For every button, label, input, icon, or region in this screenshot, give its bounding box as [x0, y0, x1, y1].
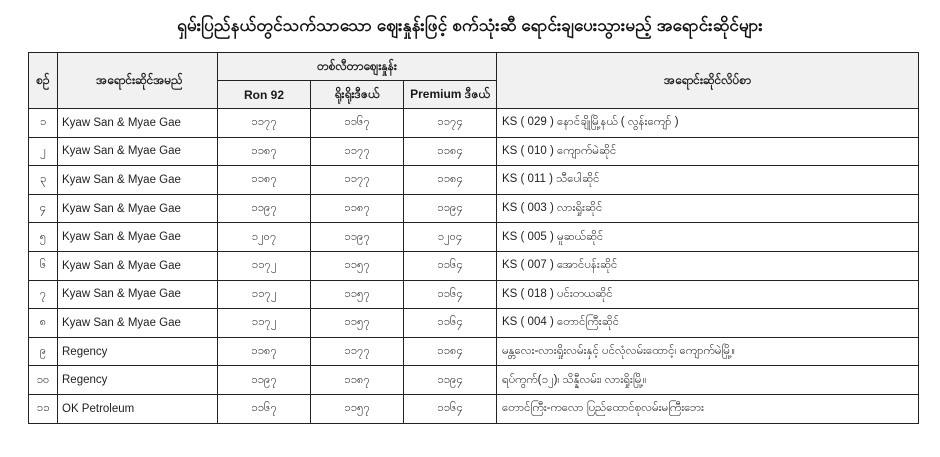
serial-cell: ၁ — [29, 109, 58, 138]
serial-cell: ၄ — [29, 194, 58, 223]
diesel-price-cell: ၁၁၆၇ — [311, 109, 404, 138]
premium-price-cell: ၁၁၆၄ — [404, 394, 497, 423]
ron92-price-cell: ၁၂၀၇ — [218, 223, 311, 252]
table-header — [29, 53, 919, 109]
address-cell: KS ( 003 ) လားရှိုးဆိုင် — [497, 194, 919, 223]
col-header-shop-name: အရောင်းဆိုင်အမည် — [58, 53, 218, 109]
table-body — [29, 109, 919, 424]
header-row-top — [29, 53, 919, 81]
diesel-price-cell: ၁၁၈၇ — [311, 194, 404, 223]
col-header-price-group: တစ်လီတာဈေးနှုန်း — [218, 53, 497, 81]
serial-cell: ၈ — [29, 309, 58, 338]
col-header-premium-diesel: Premium ဒီဇယ် — [404, 81, 497, 109]
premium-price-cell: ၁၁၆၄ — [404, 280, 497, 309]
table-row — [29, 337, 919, 366]
table-row — [29, 109, 919, 138]
shop-name-cell: Kyaw San & Myae Gae — [58, 194, 218, 223]
diesel-price-cell: ၁၁၇၇ — [311, 166, 404, 195]
premium-price-cell: ၁၁၆၄ — [404, 309, 497, 338]
shop-name-cell: Kyaw San & Myae Gae — [58, 223, 218, 252]
table-row — [29, 280, 919, 309]
ron92-price-cell: ၁၁၇၂ — [218, 309, 311, 338]
serial-cell: ၉ — [29, 337, 58, 366]
diesel-price-cell: ၁၁၉၇ — [311, 223, 404, 252]
shop-name-cell: Regency — [58, 366, 218, 395]
page-title: ရှမ်းပြည်နယ်တွင်သက်သာသော ဈေးနှုန်းဖြင့် စက်သုံးဆီ ရောင်းချပေးသွားမည့် အရောင်းဆိုင်များ — [177, 16, 763, 35]
shop-name-cell: Regency — [58, 337, 218, 366]
ron92-price-cell: ၁၁၈၇ — [218, 137, 311, 166]
serial-cell: ၁၀ — [29, 366, 58, 395]
ron92-price-cell: ၁၁၈၇ — [218, 337, 311, 366]
address-cell: KS ( 010 ) ကျောက်မဲဆိုင် — [497, 137, 919, 166]
ron92-price-cell: ၁၁၆၇ — [218, 394, 311, 423]
ron92-price-cell: ၁၁၈၇ — [218, 166, 311, 195]
table-row — [29, 223, 919, 252]
diesel-price-cell: ၁၁၅၇ — [311, 394, 404, 423]
fuel-price-table — [28, 52, 919, 424]
col-header-address: အရောင်းဆိုင်လိပ်စာ — [497, 53, 919, 109]
serial-cell: ၃ — [29, 166, 58, 195]
address-cell: KS ( 011 ) သီပေါဆိုင် — [497, 166, 919, 195]
shop-name-cell: Kyaw San & Myae Gae — [58, 166, 218, 195]
diesel-price-cell: ၁၁၅၇ — [311, 251, 404, 280]
premium-price-cell: ၁၁၈၄ — [404, 166, 497, 195]
shop-name-cell: Kyaw San & Myae Gae — [58, 309, 218, 338]
ron92-price-cell: ၁၁၉၇ — [218, 366, 311, 395]
address-cell: တောင်ကြီး-ကလော ပြည်ထောင်စုလမ်းမကြီးဘေး — [497, 394, 919, 423]
address-cell: KS ( 004 ) တောင်ကြီးဆိုင် — [497, 309, 919, 338]
col-header-regular-diesel: ရိုးရိုးဒီဇယ် — [311, 81, 404, 109]
premium-price-cell: ၁၁၆၄ — [404, 251, 497, 280]
address-cell: KS ( 005 ) မူဆယ်ဆိုင် — [497, 223, 919, 252]
diesel-price-cell: ၁၁၅၇ — [311, 309, 404, 338]
diesel-price-cell: ၁၁၅၇ — [311, 280, 404, 309]
address-cell: ရပ်ကွက်(၁၂)၊ သိန္နီလမ်း၊ လားရှိုးမြို့။ — [497, 366, 919, 395]
address-cell: KS ( 007 ) အောင်ပန်းဆိုင် — [497, 251, 919, 280]
premium-price-cell: ၁၁၈၄ — [404, 337, 497, 366]
table-row — [29, 251, 919, 280]
shop-name-cell: Kyaw San & Myae Gae — [58, 280, 218, 309]
diesel-price-cell: ၁၁၇၇ — [311, 137, 404, 166]
address-cell: KS ( 029 ) နောင်ချိုမြို့နယ် ( လွန်းကျော် ) — [497, 109, 919, 138]
premium-price-cell: ၁၁၇၄ — [404, 109, 497, 138]
shop-name-cell: Kyaw San & Myae Gae — [58, 137, 218, 166]
premium-price-cell: ၁၂၀၄ — [404, 223, 497, 252]
serial-cell: ၁၁ — [29, 394, 58, 423]
shop-name-cell: Kyaw San & Myae Gae — [58, 109, 218, 138]
table-row — [29, 366, 919, 395]
table-row — [29, 166, 919, 195]
col-header-serial: စဉ် — [29, 53, 58, 109]
ron92-price-cell: ၁၁၉၇ — [218, 194, 311, 223]
premium-price-cell: ၁၁၉၄ — [404, 366, 497, 395]
table-row — [29, 194, 919, 223]
address-cell: KS ( 018 ) ပင်းတယဆိုင် — [497, 280, 919, 309]
col-header-ron92: Ron 92 — [218, 81, 311, 109]
premium-price-cell: ၁၁၈၄ — [404, 137, 497, 166]
ron92-price-cell: ၁၁၇၂ — [218, 251, 311, 280]
table-row — [29, 137, 919, 166]
serial-cell: ၅ — [29, 223, 58, 252]
serial-cell: ၂ — [29, 137, 58, 166]
diesel-price-cell: ၁၁၈၇ — [311, 366, 404, 395]
table-row — [29, 309, 919, 338]
ron92-price-cell: ၁၁၇၇ — [218, 109, 311, 138]
premium-price-cell: ၁၁၉၄ — [404, 194, 497, 223]
diesel-price-cell: ၁၁၇၇ — [311, 337, 404, 366]
address-cell: မန္တလေး-လားရှိုးလမ်းနှင့် ပင်လုံလမ်းထောင့်၊ ကျောက်မဲမြို့။ — [497, 337, 919, 366]
serial-cell: ၆ — [29, 251, 58, 280]
ron92-price-cell: ၁၁၇၂ — [218, 280, 311, 309]
serial-cell: ၇ — [29, 280, 58, 309]
shop-name-cell: Kyaw San & Myae Gae — [58, 251, 218, 280]
shop-name-cell: OK Petroleum — [58, 394, 218, 423]
table-row — [29, 394, 919, 423]
